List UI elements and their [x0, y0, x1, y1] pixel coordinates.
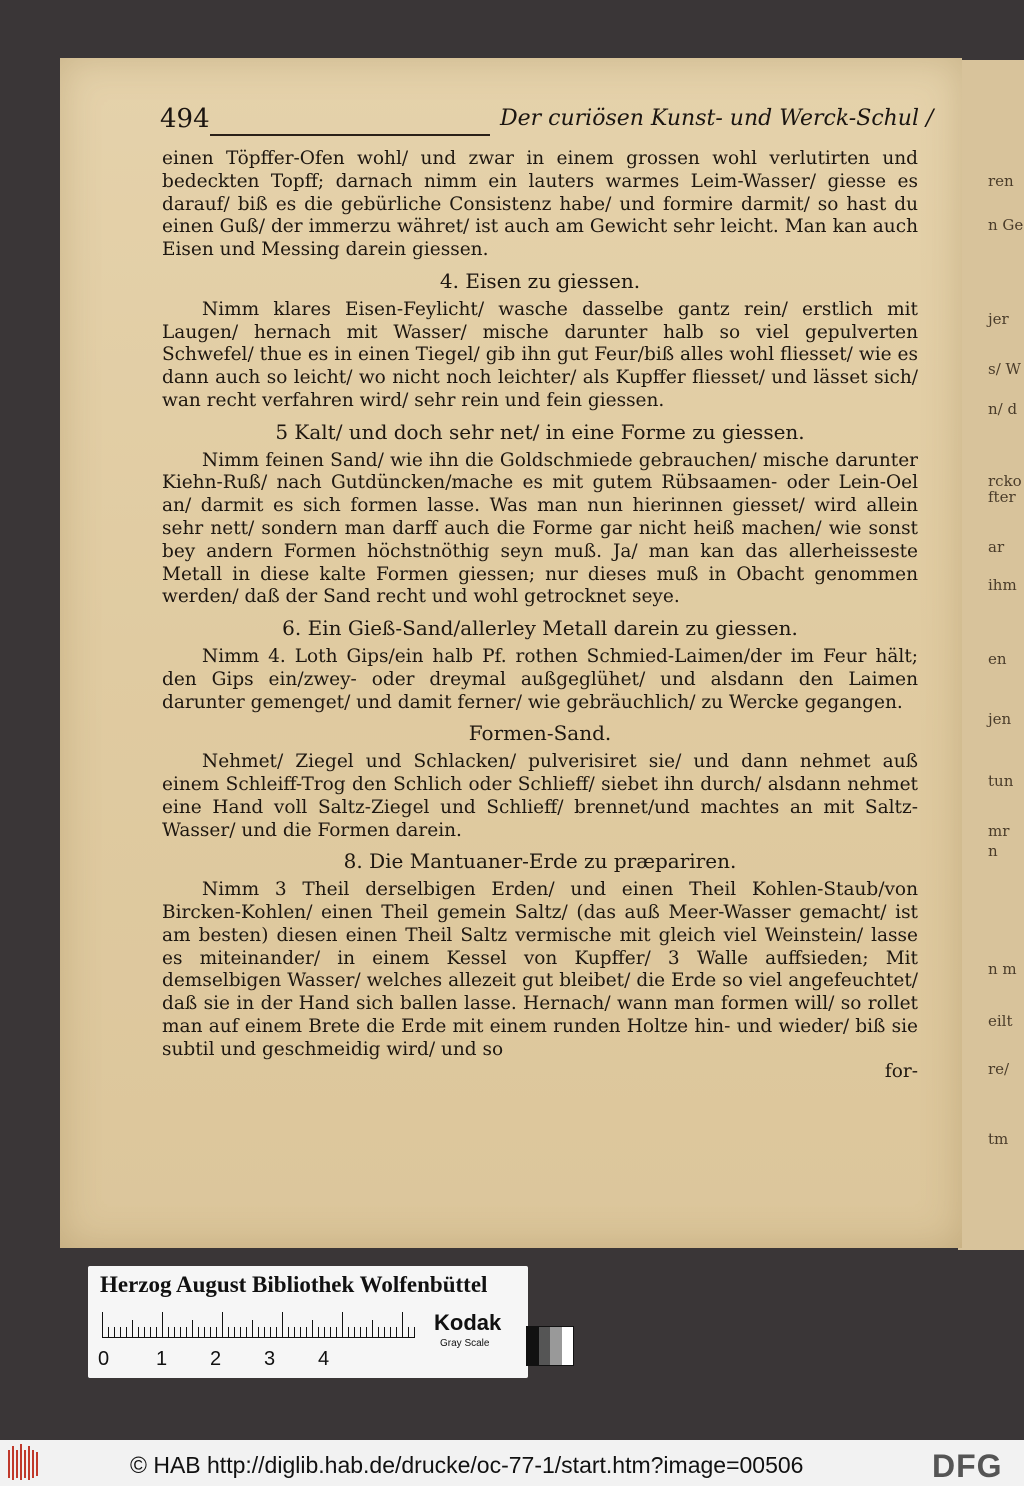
facing-page-fragment: en: [988, 650, 1007, 668]
ruler-tick: [162, 1312, 163, 1338]
ruler-tick: [180, 1327, 181, 1338]
facing-page-fragment: mr: [988, 822, 1010, 840]
section-heading: 4. Eisen zu giessen.: [439, 268, 641, 293]
ruler-tick: [390, 1327, 391, 1338]
ruler-tick: [366, 1327, 367, 1338]
ruler-tick: [300, 1327, 301, 1338]
ruler-number: 4: [318, 1348, 330, 1370]
ruler-tick: [312, 1320, 313, 1338]
ruler-tick: [192, 1320, 193, 1338]
ruler-tick: [378, 1327, 379, 1338]
ruler-tick: [288, 1327, 289, 1338]
ruler-number: 3: [264, 1348, 276, 1370]
section-heading: Formen-Sand.: [468, 721, 612, 746]
ruler-tick: [114, 1327, 115, 1338]
facing-page-fragment: n Ge: [988, 216, 1024, 234]
page-body: [162, 148, 918, 1084]
ruler-number: 0: [98, 1348, 110, 1370]
running-title: Der curiösen Kunst- und Werck-Schul /: [500, 106, 934, 131]
ruler-tick: [150, 1327, 151, 1338]
gray-scale-label: Gray Scale: [440, 1338, 490, 1349]
ruler-tick: [222, 1312, 223, 1338]
facing-page-fragment: ihm: [988, 576, 1017, 594]
ruler-tick: [156, 1327, 157, 1338]
color-target-card: [88, 1266, 528, 1378]
ruler-tick: [126, 1327, 127, 1338]
facing-page-fragment: n m: [988, 960, 1017, 978]
kodak-logo: Kodak: [434, 1310, 502, 1335]
catchword: for-: [884, 1061, 918, 1083]
ruler-tick: [234, 1327, 235, 1338]
paragraph: Nimm 4. Loth Gips/ein halb Pf. rothen Schmied-Laimen/der im Feur hält; den Gips ein/zwey- oder dreymal außgeglühet/ und alsdann den Laimen darunter gemenget/ und damit ferner/ wie gebräuchlich/ zu Wercke gegangen.: [162, 645, 918, 713]
ruler-tick: [414, 1327, 415, 1338]
ruler-tick: [132, 1320, 133, 1338]
facing-page-fragment: jer: [988, 310, 1009, 328]
ruler-tick: [138, 1327, 139, 1338]
ruler-tick: [108, 1327, 109, 1338]
running-head: [160, 104, 934, 144]
section-heading: 5 Kalt/ und doch sehr net/ in eine Forme zu giessen.: [275, 419, 805, 444]
ruler-tick: [360, 1327, 361, 1338]
facing-page-fragment: rcko: [988, 472, 1022, 490]
facing-page-fragment: ren: [988, 172, 1014, 190]
ruler-tick: [354, 1327, 355, 1338]
facing-page-fragment: re/: [988, 1060, 1010, 1078]
head-rule: [210, 134, 490, 136]
ruler-tick: [240, 1327, 241, 1338]
ruler-tick: [396, 1327, 397, 1338]
ruler-tick: [348, 1327, 349, 1338]
dfg-logo: DFG: [932, 1448, 1003, 1484]
ruler-tick: [210, 1327, 211, 1338]
scale-ruler: [102, 1312, 414, 1338]
ruler-numbers: [98, 1348, 428, 1372]
ruler-tick: [276, 1327, 277, 1338]
ruler-tick: [372, 1320, 373, 1338]
ruler-tick: [330, 1327, 331, 1338]
ruler-tick: [120, 1327, 121, 1338]
library-name: Herzog August Bibliothek Wolfenbüttel: [100, 1272, 488, 1297]
paragraph: einen Töpffer-Ofen wohl/ und zwar in einem grossen wohl verlutirten und bedeckten Topff; darnach nimm ein lauters warmes Leim-Wasser/ giesse es darauf/ biß es die gebürliche Consistenz habe/ und formire darmit/ so hast du einen Guß/ der immerzu währet/ ist auch am Gewicht sehr leicht. Man kan auch Eisen und Messing darein giessen.: [162, 148, 918, 261]
ruler-tick: [228, 1327, 229, 1338]
ruler-tick: [270, 1327, 271, 1338]
ruler-tick: [336, 1327, 337, 1338]
facing-page-fragment: n/ d: [988, 400, 1018, 418]
ruler-tick: [144, 1327, 145, 1338]
ruler-tick: [264, 1327, 265, 1338]
facing-page-fragment: jen: [988, 710, 1012, 728]
section-heading: 6. Ein Gieß-Sand/allerley Metall darein zu giessen.: [282, 616, 798, 641]
gray-scale-swatch: [526, 1326, 574, 1366]
facing-page-edge: [958, 60, 1024, 1250]
paragraph: Nimm feinen Sand/ wie ihn die Goldschmiede gebrauchen/ mische darunter Kiehn-Ruß/ nach Gutdüncken/mache es mit gutem Rübsaamen- oder Lein-Oel an/ darmit es sich formen lasse. Was man nun hierinnen giesset/ wird allein sehr nett/ sondern man darff auch die Forme gar nicht heiß machen/ wie sonst bey andern Formen höchstnöthig seyn muß. Ja/ man kan das allerheisseste Metall in diese kalte Formen giessen; nur dieses muß in Obacht genommen werden/ daß der Sand recht und wohl getrocknet seye.: [162, 449, 918, 608]
ruler-tick: [102, 1312, 103, 1338]
section-heading: 8. Die Mantuaner-Erde zu præpariren.: [343, 849, 737, 874]
paragraph: Nehmet/ Ziegel und Schlacken/ pulverisiret sie/ und dann nehmet auß einem Schleiff-Trog den Schlich oder Schlieff/ siebet ihn durch/ alsdann nehmet eine Hand voll Saltz-Ziegel und Schlieff/ brennet/und machtes an mit Saltz-Wasser/ und die Formen darein.: [162, 751, 918, 841]
ruler-tick: [282, 1312, 283, 1338]
paragraph: Nimm 3 Theil derselbigen Erden/ und einen Theil Kohlen-Staub/von Bircken-Kohlen/ einen Theil gemein Saltz/ (das auß Meer-Wasser gemacht/ ist am besten) diesen einen Theil Saltz vermische mit gleich viel Weinstein/ lasse es miteinander/ in einem Kessel von Kupffer/ 3 Walle auffsieden; Mit demselbigen Wasser/ welches allezeit gut bleibet/ die Erde so viel angefeuchtet/ daß sie in der Hand sich ballen lasse. Hernach/ wann man formen will/ so rollet man auf einem Brete die Erde mit einem runden Holtze hin- und wieder/ biß sie subtil und geschmeidig wird/ und so: [162, 879, 918, 1060]
ruler-tick: [408, 1327, 409, 1338]
ruler-tick: [384, 1327, 385, 1338]
ruler-tick: [402, 1312, 403, 1338]
hab-logo-icon: [6, 1442, 40, 1482]
ruler-tick: [216, 1327, 217, 1338]
ruler-tick: [186, 1327, 187, 1338]
ruler-number: 1: [156, 1348, 168, 1370]
copyright-url: © HAB http://diglib.hab.de/drucke/oc-77-1/start.htm?image=00506: [130, 1452, 804, 1478]
ruler-tick: [246, 1327, 247, 1338]
ruler-tick: [198, 1327, 199, 1338]
facing-page-fragment: fter: [988, 488, 1016, 506]
ruler-tick: [318, 1327, 319, 1338]
ruler-tick: [342, 1312, 343, 1338]
facing-page-fragment: eilt: [988, 1012, 1013, 1030]
facing-page-fragment: tun: [988, 772, 1014, 790]
facing-page-fragment: tm: [988, 1130, 1009, 1148]
ruler-tick: [258, 1327, 259, 1338]
facing-page-fragment: ar: [988, 538, 1005, 556]
ruler-tick: [324, 1327, 325, 1338]
page-number: 494: [160, 104, 210, 134]
paragraph: Nimm klares Eisen-Feylicht/ wasche dasselbe gantz rein/ erstlich mit Laugen/ hernach mit Wasser/ mische darunter halb so viel gepulverten Schwefel/ thue es in einen Tiegel/ gib ihn gut Feur/biß alles wohl fliesset/ wie es dann auch so leicht/ wo nicht noch leichter/ als Kupffer fliesset/ und lässet sich/ wan recht verfahren wird/ sehr rein und fein giessen.: [162, 298, 918, 411]
ruler-tick: [174, 1327, 175, 1338]
ruler-tick: [204, 1327, 205, 1338]
facing-page-fragment: n: [988, 842, 998, 860]
ruler-number: 2: [210, 1348, 222, 1370]
ruler-tick: [306, 1327, 307, 1338]
ruler-tick: [252, 1320, 253, 1338]
ruler-tick: [294, 1327, 295, 1338]
facing-page-fragment: s/ W: [988, 360, 1021, 378]
ruler-tick: [168, 1327, 169, 1338]
